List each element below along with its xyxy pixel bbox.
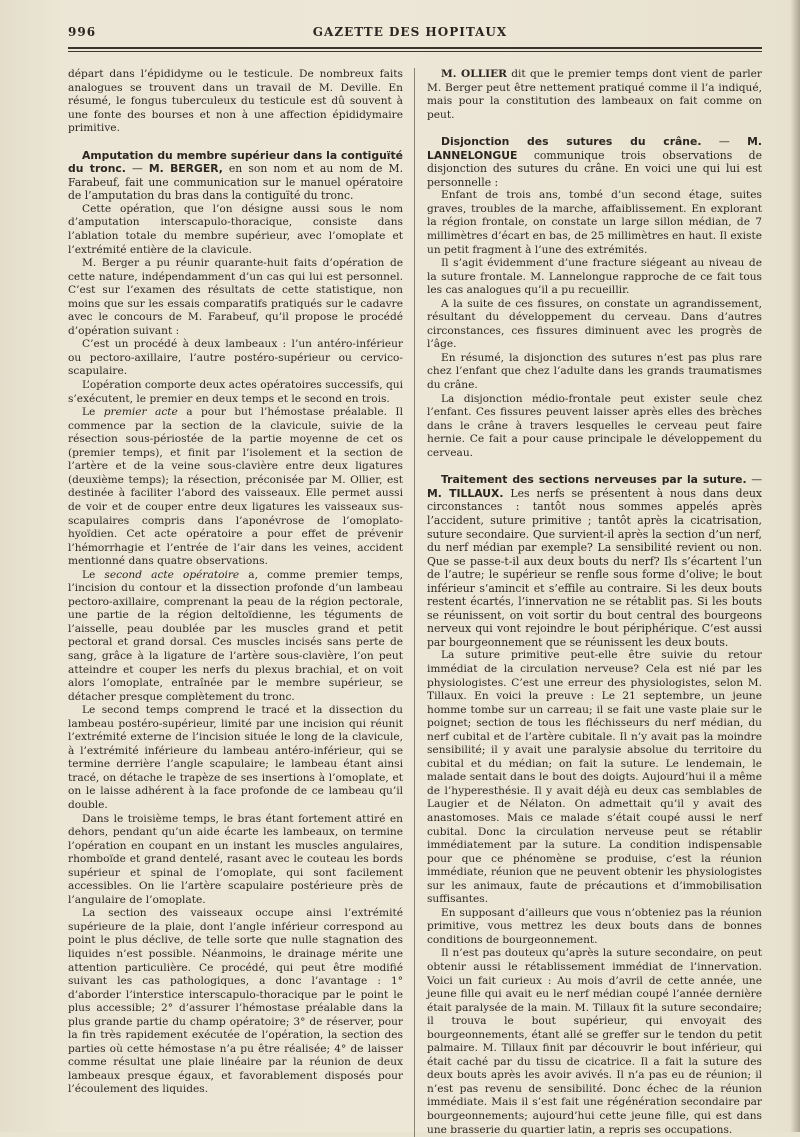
text-run: a, comme premier temps, l’incision du contour et la dissection profonde d’un lambeau pectoro-axillaire, comprenant la peau de la région pectorale, une partie de la région deltoïdienne, les téguments de l’aisselle, peau doublée par les muscles grand et petit pectoral et grand dorsal. Ces muscles incisés sans perte de sang, grâce à la ligature de l’artère sous-clavière, l’on peut atteindre et couper les nerfs du plexus brachial, et on voit alors l’omoplate, entraînée par le membre supérieur, se détacher presque complètement du tronc.	[68, 568, 403, 703]
section-heading-sections-nerveuses	[427, 473, 762, 649]
paragraph: La disjonction médio-frontale peut exister seule chez l’enfant. Ces fissures peuvent laisser après elles des brèches dans le crâne à travers lesquelles le cerveau peut faire hernie. Ce fait a pour cause principale le développement du cerveau.	[427, 392, 762, 459]
page-number: 996	[68, 25, 97, 39]
text-run: dit que le premier temps dont vient de parler M. Berger peut être nettement pratiqué comme il l’a indiqué, mais pour la constitution des lambeaux on fait comme on peut.	[427, 68, 762, 121]
heading-dash: —	[125, 162, 149, 176]
paragraph: C’est un procédé à deux lambeaux : l’un antéro-inférieur ou pectoro-axillaire, l’autre postéro-supérieur ou cervico-scapulaire.	[68, 338, 403, 378]
paragraph	[68, 569, 403, 704]
paragraph: En résumé, la disjonction des sutures n’est pas plus rare chez l’enfant que chez l’adulte dans les grands traumatismes du crâne.	[427, 351, 762, 392]
paragraph	[427, 68, 762, 122]
left-column	[68, 68, 414, 1137]
paragraph: A la suite de ces fissures, on constate un agrandissement, résultant du développement du cerveau. Dans d’autres circonstances, ces fissures diminuent avec les progrès de l’âge.	[427, 297, 762, 351]
heading-title: Disjonction des sutures du crâne.	[441, 135, 702, 149]
paragraph: Le second temps comprend le tracé et la dissection du lambeau postéro-supérieur, limité par une incision qui réunit l’extrémité externe de l’incision située le long de la clavicule, à l’extrémité inférieure du lambeau antéro-inférieur, qui se termine derrière l’angle scapulaire; le lambeau étant ainsi tracé, on détache le trapèze de ses insertions à l’omoplate, et on le laisse adhérent à la face profonde de ce lambeau qu’il double.	[68, 704, 403, 811]
paragraph: M. Berger a pu réunir quarante-huit faits d’opération de cette nature, indépendamment d’un cas qui lui est personnel. C’est sur l’examen des résultats de cette statistique, non moins que sur les essais comparatifs pratiqués sur le cadavre avec le concours de M. Farabeuf, qu’il propose le procédé d’opération suivant :	[68, 257, 403, 337]
text-run: a pour but l’hémostase préalable. Il commence par la section de la clavicule, suivie de la résection sous-périostée de la partie moyenne de cet os (premier temps), et finit par l’isolement et la section de l’artère et de la veine sous-clavière entre deux ligatures (deuxième temps); la résection, préconisée par M. Ollier, est destinée à faciliter l’abord des vaisseaux. Elle permet aussi de voir et de couper entre deux ligatures les vaisseaux sus-scapulaires compris dans l’aponévrose de l’omoplato-hyoïdien. Cet acte opératoire a pour effet de prévenir l’hémorrhagie et l’entrée de l’air dans les veines, accident mentionné dans quatre observations.	[68, 406, 403, 568]
paragraph: La suture primitive peut-elle être suivie du retour immédiat de la circulation nerveuse? Cela est nié par les physiologistes. C’est une erreur des physiologistes, selon M. Tillaux. En voici la preuve : Le 21 septembre, un jeune homme tombe sur un carreau; il se fait une vaste plaie sur le poignet; section de tous les fléchisseurs du nerf médian, du nerf cubital et de l’artère cubitale. Il n’y avait pas la moindre sensibilité; il y avait une paralysie absolue du territoire du cubital et du médian; on fait la suture. Le lendemain, le malade sentait dans le bout des doigts. Aujourd’hui il a même de l’hyperesthésie. Il y avait déjà eu deux cas semblables de Laugier et de Nélaton. On admettait qu’il y avait des anastomoses. Mais ce malade s’était coupé aussi le nerf cubital. Donc la circulation nerveuse peut se rétablir immédiatement par la suture. La condition indispensable pour que ce phénomène se produise, c’est la réunion immédiate, réunion que ne peuvent obtenir les physiologistes sur les animaux, faute de précautions et d’immobilisation suffisantes.	[427, 649, 762, 906]
paragraph: Il n’est pas douteux qu’après la suture secondaire, on peut obtenir aussi le rétablissement immédiat de l’innervation. Voici un fait curieux : Au mois d’avril de cette année, une jeune fille qui avait eu le nerf médian coupé l’année dernière était paralysée de la main. M. Tillaux fit la suture secondaire; il trouva le bout supérieur, qui envoyait des bourgeonnements, étant allé se greffer sur le tendon du petit palmaire. M. Tillaux finit par découvrir le bout inférieur, qui était caché par du tissu de cicatrice. Il a fait la suture des deux bouts après les avoir avivés. Il n’a pas eu de réunion; il n’est pas revenu de sensibilité. Donc échec de la réunion immédiate. Mais il s’est fait une régénération secondaire par bourgeonnements; aujourd’hui cette jeune fille, qui est dans une brasserie du quartier latin, a repris ses occupations.	[427, 947, 762, 1136]
heading-text: communique trois observations de disjonction des sutures du crâne. En voici une qui lui est personnelle :	[427, 148, 762, 189]
paragraph: Il s’agit évidemment d’une fracture siégeant au niveau de la suture frontale. M. Lannelongue rapproche de ce fait tous les cas analogues qu’il a pu recueillir.	[427, 257, 762, 297]
paragraph: Cette opération, que l’on désigne aussi sous le nom d’amputation interscapulo-thoracique, consiste dans l’ablation totale du membre supérieur, avec l’omoplate et l’extrémité entière de la clavicule.	[68, 202, 403, 256]
paragraph: La section des vaisseaux occupe ainsi l’extrémité supérieure de la plaie, dont l’angle inférieur correspond au point le plus déclive, de telle sorte que nulle stagnation des liquides n’est possible. Néanmoins, le drainage mérite une attention particulière. Ce procédé, qui peut être modifié suivant les cas pathologiques, a donc l’avantage : 1° d’aborder l’interstice interscapulo-thoracique par le point le plus accessible; 2° d’assurer l’hémostase préalable dans la plus grande partie du champ opératoire; 3° de réserver, pour la fin très rapidement exécutée de l’opération, la section des parties où cette hémostase n’a pu être réalisée; 4° de laisser comme résultat une plaie linéaire par la réunion de deux lambeaux presque égaux, et favorablement disposés pour l’écoulement des liquides.	[68, 907, 403, 1096]
heading-text: Les nerfs se présentent à nous dans deux circonstances : tantôt nous sommes appelés après l’accident, suture primitive ; tantôt après la cicatrisation, suture secondaire. Que survient-il après la section d’un nerf, du nerf médian par exemple? La sensibilité revient ou non. Que se passe-t-il aux deux bouts du nerf? Ils s’écartent l’un de l’autre; le supérieur se renfle sous forme d’olive; le bout inférieur s’amincit et s’effile au contraire. Si les deux bouts restent écartés, l’innervation ne se rétablit pas. Si les bouts se réunissent, on voit sortir du bout central des bourgeons nerveux qui vont rejoindre le bout périphérique. C’est aussi par bourgeonnement que se réunissent les deux bouts.	[427, 486, 763, 649]
emphasis: second acte opératoire	[104, 568, 240, 581]
running-title: GAZETTE DES HOPITAUX	[312, 25, 508, 39]
emphasis: premier acte	[103, 406, 178, 419]
section-heading-disjonction	[427, 135, 762, 189]
heading-text: en son nom et au nom de M. Farabeuf, fait une communication sur le manuel opératoire de l’amputation du bras dans la contiguïté du tronc.	[68, 162, 403, 203]
speaker-name: M. TILLAUX.	[427, 486, 504, 500]
speaker-name: M. LANNELONGUE	[427, 135, 762, 162]
paragraph: En supposant d’ailleurs que vous n’obteniez pas la réunion primitive, vous mettrez les deux bouts dans de bonnes conditions de bourgeonnement.	[427, 906, 762, 946]
heading-title: Traitement des sections nerveuses par la suture.	[441, 473, 747, 487]
text-run: Le	[82, 406, 104, 419]
heading-dash: —	[746, 473, 762, 487]
text-run: Le	[82, 568, 105, 581]
section-heading-amputation	[68, 149, 403, 203]
speaker-name: M. OLLIER	[441, 68, 507, 80]
speaker-name: M. BERGER,	[148, 162, 223, 176]
paragraph: Enfant de trois ans, tombé d’un second étage, suites graves, troubles de la marche, affaiblissement. En explorant la région frontale, on constate un large sillon médian, de 7 millimètres d’écart en bas, de 25 millimètres en haut. Il existe un petit fragment à l’une des extrémités.	[427, 189, 762, 256]
page-header	[40, 22, 780, 44]
paragraph: L’opération comporte deux actes opératoires successifs, qui s’exécutent, le premier en deux temps et le second en trois.	[68, 379, 403, 405]
paragraph: Dans le troisième temps, le bras étant fortement attiré en dehors, pendant qu’un aide écarte les lambeaux, on termine l’opération en coupant en un instant les muscles angulaires, rhomboïde et grand dentelé, rasant avec le couteau les bords supérieur et spinal de l’omoplate, qui sont facilement accessibles. On lie l’artère scapulaire postérieure près de l’angulaire de l’omoplate.	[68, 812, 403, 906]
paragraph	[68, 406, 403, 569]
paragraph: départ dans l’épididyme ou le testicule. De nombreux faits analogues se trouvent dans un travail de M. Deville. En résumé, le fongus tuberculeux du testicule est dû souvent à une fonte des bourses et non à une affection épididymaire primitive.	[68, 68, 403, 135]
heading-dash: —	[701, 135, 748, 149]
right-column	[414, 68, 762, 1137]
heading-title: Amputation du membre supérieur dans la contiguïté du tronc.	[68, 148, 403, 176]
header-rule	[68, 47, 762, 52]
two-column-body	[68, 68, 762, 1137]
